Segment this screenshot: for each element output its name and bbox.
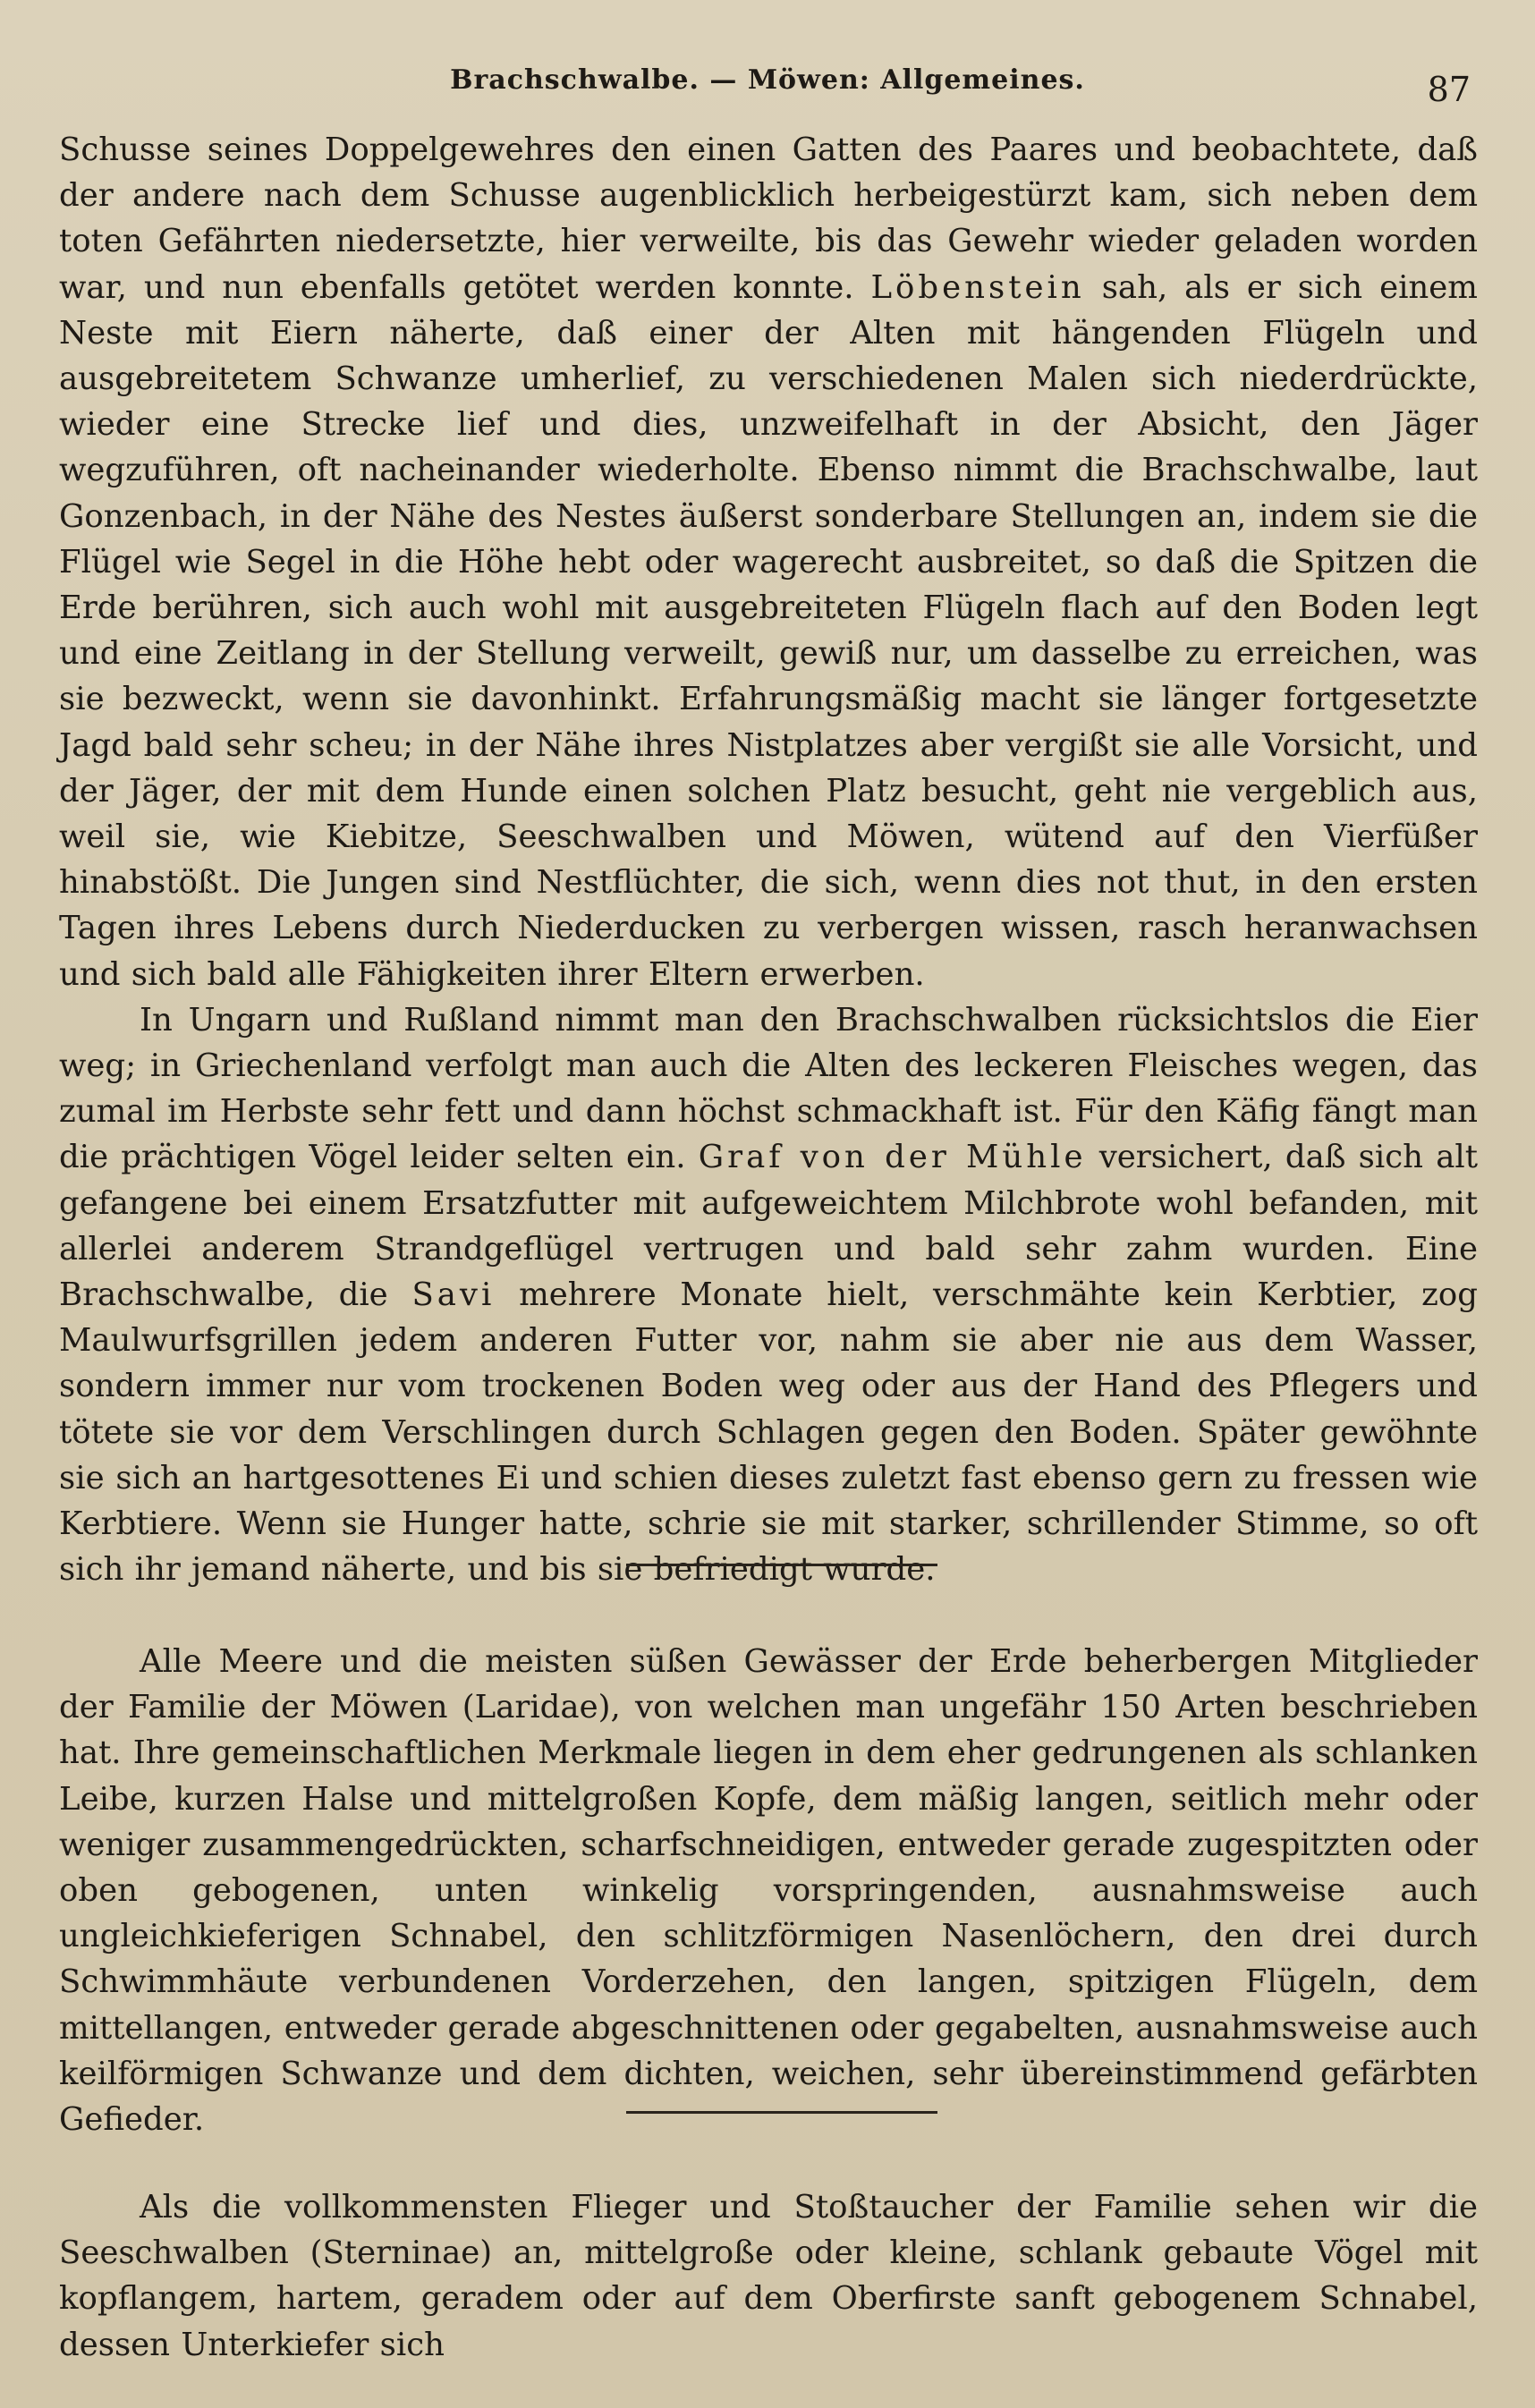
paragraph-text: versichert, daß sich alt gefangene bei einem Ersatzfutter mit aufgeweichtem Milchbrote wohl befanden, mit allerlei anderem Strandgeflügel vertrugen und bald sehr zahm wurden. Eine Brachschwalbe, die	[59, 1139, 1478, 1314]
paragraph-subfamily-description	[59, 2184, 1478, 2368]
latin-name: (Sterninae)	[310, 2234, 493, 2272]
section-seeschwalben	[59, 2184, 1478, 2368]
paragraph-family-description	[59, 1639, 1478, 2142]
paragraph-text: Alle Meere und die meisten süßen Gewässer der Erde beherbergen Mitglieder der Familie der Möwen	[59, 1643, 1478, 1726]
paragraph-text: , von welchen man ungefähr 150 Arten beschrieben hat. Ihre gemeinschaftlichen Merkmale liegen in dem eher gedrungenen als schlanken Leibe, kurzen Halse und mittelgroßen Kopfe, dem mäßig langen, seitlich mehr oder weniger zusammengedrückten, scharfschneidigen, entweder gerade zugespitzten oder oben gebogenen, unten winkelig vorspringenden, ausnahmsweise auch ungleichkieferigen Schnabel, den schlitzförmigen Nasenlöchern, den drei durch Schwimmhäute verbundenen Vorderzehen, den langen, spitzigen Flügeln, dem mittellangen, entweder gerade abgeschnittenen oder gegabelten, ausnahmsweise auch keilförmigen Schwanze und dem dichten, weichen, sehr übereinstimmend gefärbten Gefieder.	[59, 1689, 1478, 2139]
paragraph-behaviour	[59, 127, 1478, 997]
section-brachschwalbe	[59, 127, 1478, 1593]
author-name: Savi	[411, 1276, 496, 1314]
section-divider	[626, 2111, 937, 2114]
paragraph-text: Als die vollkommensten Flieger und Stoßtaucher der Familie sehen wir die Seeschwalben	[59, 2189, 1478, 2272]
section-divider	[626, 1564, 937, 1566]
section-moewen	[59, 1639, 1478, 2142]
page-number: 87	[1427, 70, 1471, 109]
paragraph-text: sah, als er sich einem Neste mit Eiern näherte, daß einer der Alten mit hängenden Flügeln und ausgebreitetem Schwanze umherlief, zu verschiedenen Malen sich niederdrückte, wieder eine Strecke lief und dies, unzweifelhaft in der Absicht, den Jäger wegzuführen, oft nacheinander wiederholte. Ebenso nimmt die Brachschwalbe, laut Gonzenbach, in der Nähe des Nestes äußerst sonderbare Stellungen an, indem sie die Flügel wie Segel in die Höhe hebt oder wagerecht ausbreitet, so daß die Spitzen die Erde berühren, sich auch wohl mit ausgebreiteten Flügeln flach auf den Boden legt und eine Zeitlang in der Stellung verweilt, gewiß nur, um dasselbe zu erreichen, was sie bezweckt, wenn sie davonhinkt. Erfahrungsmäßig macht sie länger fortgesetzte Jagd bald sehr scheu; in der Nähe ihres Nistplatzes aber vergißt sie alle Vorsicht, und der Jäger, der mit dem Hunde einen solchen Platz besucht, geht nie vergeblich aus, weil sie, wie Kiebitze, Seeschwalben und Möwen, wütend auf den Vierfüßer hinabstößt. Die Jungen sind Nestflüchter, die sich, wenn dies not thut, in den ersten Tagen ihres Lebens durch Niederducken zu verbergen wissen, rasch heranwachsen und sich bald alle Fähigkeiten ihrer Eltern erwerben.	[59, 268, 1478, 993]
paragraph-captivity	[59, 997, 1478, 1593]
latin-name: (Laridae)	[462, 1689, 611, 1726]
paragraph-text: In Ungarn und Rußland nimmt man den Brachschwalben rücksichtslos die Eier weg; in Griechenland verfolgt man auch die Alten des leckeren Fleisches wegen, das zumal im Herbste sehr fett und dann höchst schmackhaft ist. Für den Käfig fängt man die prächtigen Vögel leider selten ein.	[59, 1001, 1478, 1176]
running-title: Brachschwalbe. — Möwen: Allgemeines.	[450, 64, 1085, 96]
paragraph-text: mehrere Monate hielt, verschmähte kein Kerbtier, zog Maulwurfsgrillen jedem anderen Futter vor, nahm sie aber nie aus dem Wasser, sondern immer nur vom trockenen Boden weg oder aus der Hand des Pflegers und tötete sie vor dem Verschlingen durch Schlagen gegen den Boden. Später gewöhnte sie sich an hartgesottenes Ei und schien dieses zuletzt fast ebenso gern zu fressen wie Kerbtiere. Wenn sie Hunger hatte, schrie sie mit starker, schrillender Stimme, so oft sich ihr jemand näherte, und bis sie befriedigt wurde.	[59, 1276, 1478, 1589]
author-name: Löbenstein	[870, 268, 1085, 306]
paragraph-text: an, mittelgroße oder kleine, schlank gebaute Vögel mit kopflangem, hartem, geradem oder auf dem Oberfirste sanft gebogenem Schnabel, dessen Unterkiefer sich	[59, 2234, 1478, 2363]
author-name: Graf von der Mühle	[698, 1139, 1087, 1176]
paragraph-text: Schusse seines Doppelgewehres den einen Gatten des Paares und beobachtete, daß der andere nach dem Schusse augenblicklich herbeigestürzt kam, sich neben dem toten Gefährten niedersetzte, hier verweilte, bis das Gewehr wieder geladen worden war, und nun ebenfalls getötet werden konnte.	[59, 131, 1478, 306]
